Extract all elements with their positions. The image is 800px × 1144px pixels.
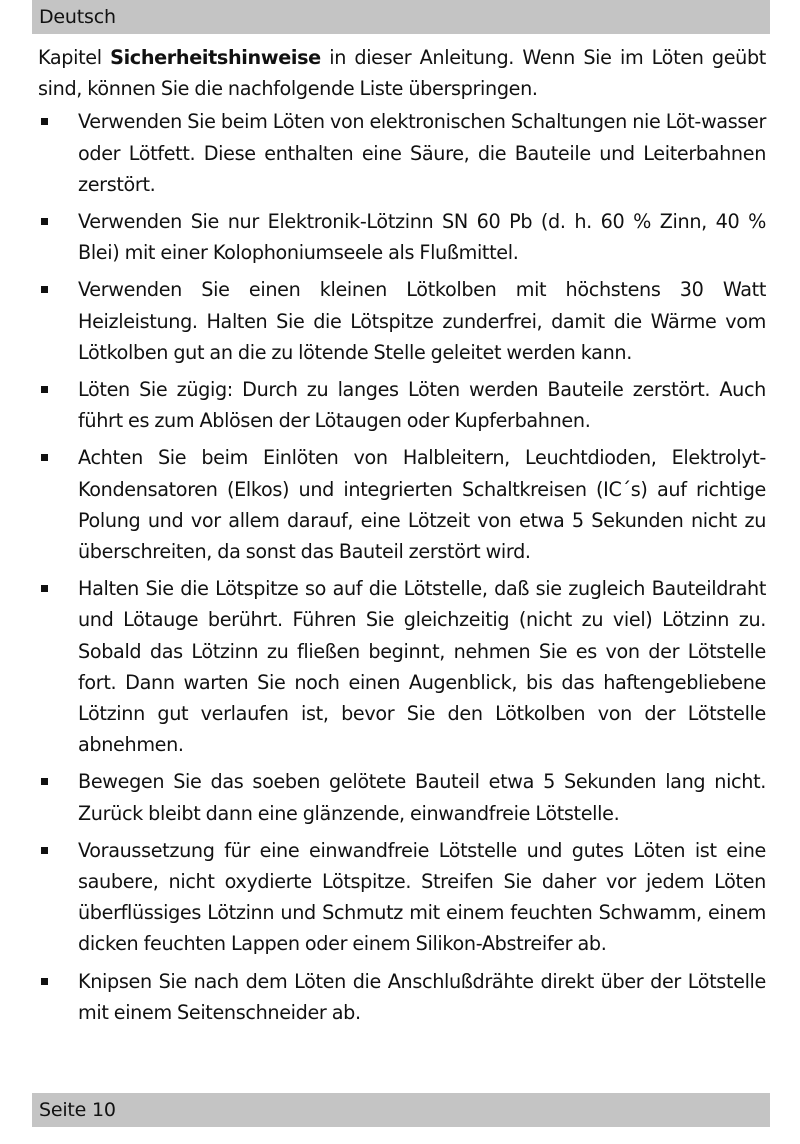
list-item (38, 274, 766, 368)
list-item (38, 106, 766, 200)
list-item (38, 966, 766, 1028)
list-item-text: Verwenden Sie einen kleinen Lötkolben mit höchstens 30 Watt Heizleistung. Halten Sie die Lötspitze zunderfrei, damit die Wärme vom Lötkolben gut an die zu lötende Stelle geleitet werden kann. (78, 278, 766, 364)
square-bullet-icon (41, 386, 48, 393)
page-number-label: Seite 10 (39, 1099, 116, 1121)
list-item-text: Knipsen Sie nach dem Löten die Anschlußdrähte direkt über der Lötstelle mit einem Seitenschneider ab. (78, 969, 766, 1024)
square-bullet-icon (41, 847, 48, 854)
square-bullet-icon (41, 286, 48, 293)
language-label: Deutsch (39, 6, 116, 28)
list-item-text: Löten Sie zügig: Durch zu langes Löten werden Bauteile zerstört. Auch führt es zum Ablösen der Lötaugen oder Kupferbahnen. (78, 378, 766, 433)
list-item (38, 573, 766, 760)
page-footer-bar (32, 1093, 770, 1127)
list-item-text: Voraussetzung für eine einwandfreie Lötstelle und gutes Löten ist eine saubere, nicht oxydierte Lötspitze. Streifen Sie daher vor jedem Löten überflüssiges Lötzinn und Schmutz mit einem feuchten Schwamm, einem dicken feuchten Lappen oder einem Silikon-Abstreifer ab. (78, 838, 766, 956)
square-bullet-icon (41, 118, 48, 125)
page-content (38, 42, 766, 1034)
section-header-bar (32, 0, 770, 34)
soldering-tips-list (38, 106, 766, 1028)
intro-chapter-name: Sicherheitshinweise (110, 46, 321, 69)
list-item-text: Achten Sie beim Einlöten von Halbleitern, Leuchtdioden, Elektrolyt-Kondensatoren (Elkos) und integrierten Schaltkreisen (IC´s) auf richtige Polung und vor allem darauf, eine Lötzeit von etwa 5 Sekunden nicht zu überschreiten, da sonst das Bauteil zerstört wird. (78, 446, 766, 564)
list-item (38, 374, 766, 436)
list-item (38, 442, 766, 567)
intro-suffix: in dieser Anleitung. Wenn Sie im Löten geübt sind, können Sie die nachfolgende Liste überspringen. (38, 46, 766, 101)
square-bullet-icon (41, 585, 48, 592)
list-item-text: Verwenden Sie beim Löten von elektronischen Schaltungen nie Löt-wasser oder Lötfett. Diese enthalten eine Säure, die Bauteile und Leiterbahnen zerstört. (78, 110, 766, 196)
square-bullet-icon (41, 978, 48, 985)
list-item (38, 206, 766, 268)
intro-prefix: Kapitel (38, 46, 111, 69)
square-bullet-icon (41, 454, 48, 461)
list-item-text: Bewegen Sie das soeben gelötete Bauteil etwa 5 Sekunden lang nicht. Zurück bleibt dann eine glänzende, einwandfreie Lötstelle. (78, 770, 766, 825)
square-bullet-icon (41, 778, 48, 785)
intro-paragraph (38, 42, 766, 104)
list-item (38, 766, 766, 828)
list-item (38, 835, 766, 960)
square-bullet-icon (41, 218, 48, 225)
list-item-text: Halten Sie die Lötspitze so auf die Lötstelle, daß sie zugleich Bauteildraht und Lötauge berührt. Führen Sie gleichzeitig (nicht zu viel) Lötzinn zu. Sobald das Lötzinn zu fließen beginnt, nehmen Sie es von der Lötstelle fort. Dann warten Sie noch einen Augenblick, bis das haftengebliebene Lötzinn gut verlaufen ist, bevor Sie den Lötkolben von der Lötstelle abnehmen. (78, 577, 766, 757)
list-item-text: Verwenden Sie nur Elektronik-Lötzinn SN 60 Pb (d. h. 60 % Zinn, 40 % Blei) mit einer Kolophoniumseele als Flußmittel. (78, 210, 766, 265)
